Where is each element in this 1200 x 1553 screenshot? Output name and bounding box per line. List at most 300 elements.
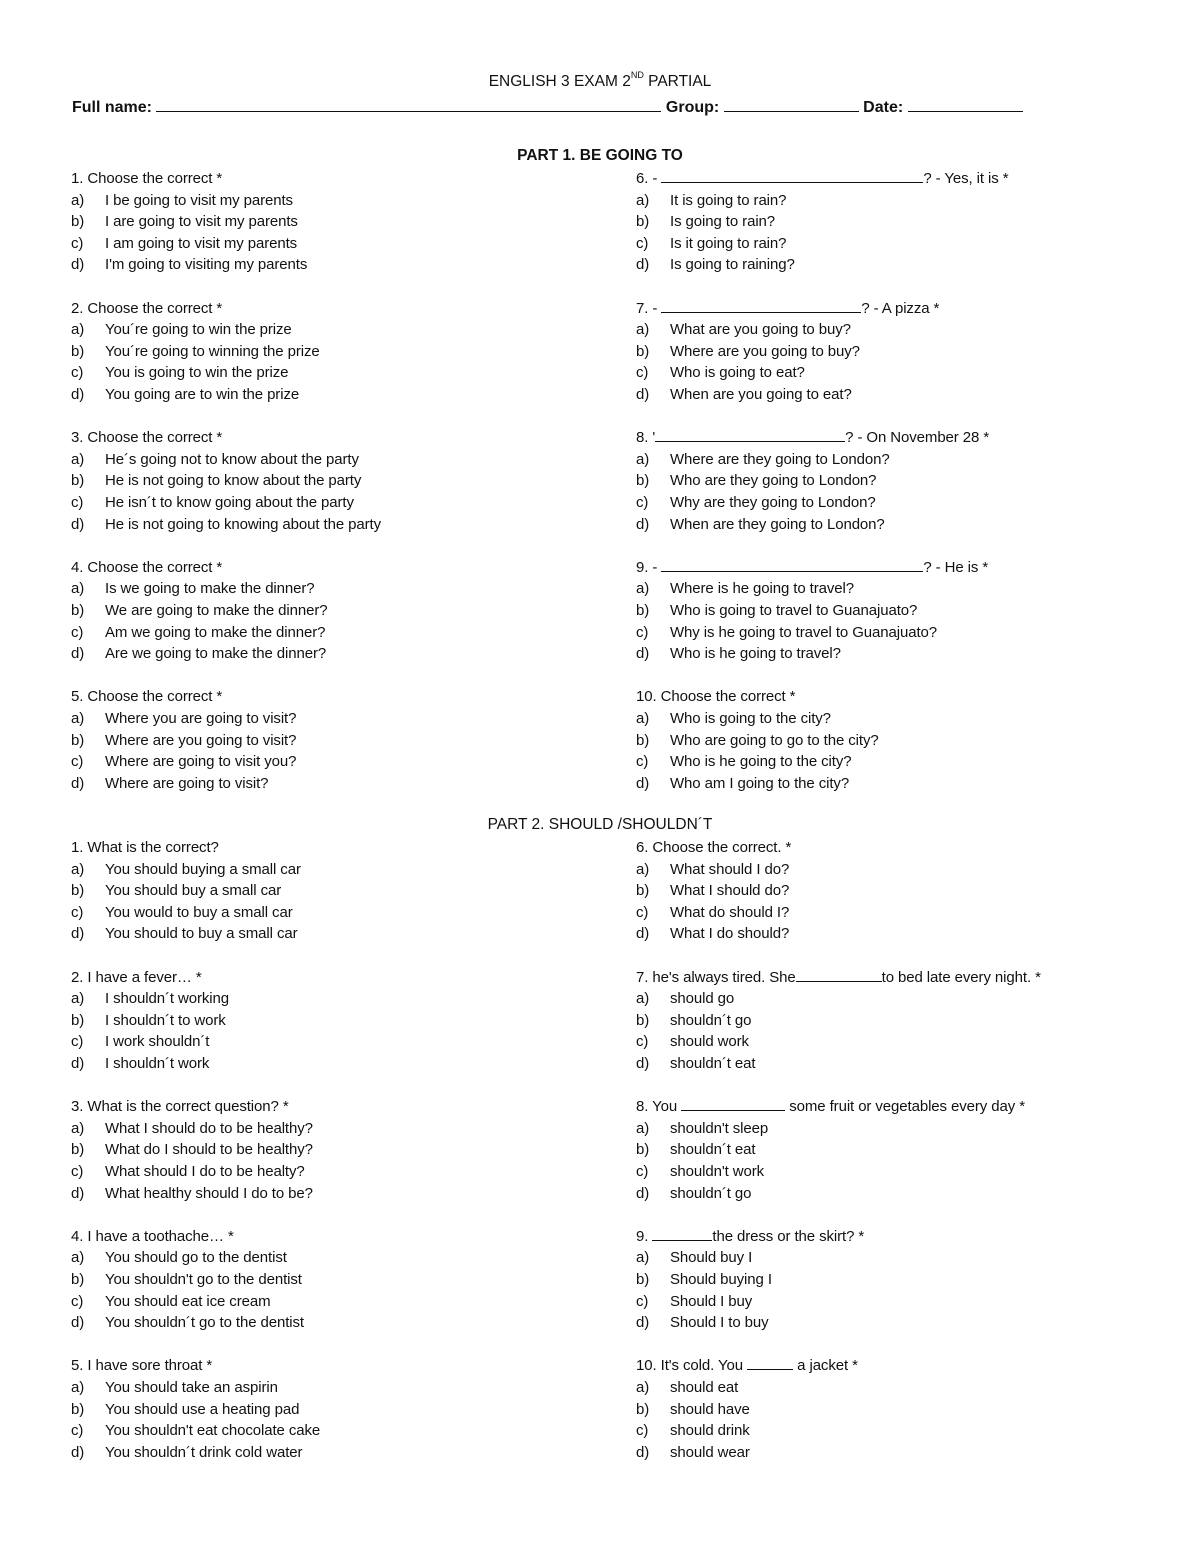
option-letter: c)	[636, 493, 649, 511]
option-text: should work	[670, 1033, 749, 1051]
option-letter: d)	[71, 1443, 85, 1461]
answer-option[interactable]	[636, 708, 1136, 730]
question-number: 8.	[636, 1098, 649, 1116]
answer-blank[interactable]	[652, 1227, 712, 1241]
answer-option[interactable]	[71, 1161, 571, 1183]
answer-option[interactable]	[71, 773, 571, 795]
option-letter: b)	[71, 1141, 85, 1159]
question-text	[71, 1226, 571, 1248]
option-text: Should I buy	[670, 1292, 753, 1310]
question	[71, 1096, 571, 1226]
question-text	[71, 686, 571, 708]
option-letter: d)	[71, 256, 85, 274]
option-letter: a)	[71, 321, 85, 339]
answer-option[interactable]	[71, 384, 571, 406]
question-number: 4.	[71, 558, 84, 576]
question	[636, 686, 1136, 816]
question	[636, 298, 1136, 428]
option-letter: a)	[636, 860, 650, 878]
option-text: You should take an aspirin	[105, 1378, 278, 1396]
option-letter: d)	[71, 645, 85, 663]
date-field[interactable]	[908, 97, 1023, 112]
option-text: Who is going to eat?	[670, 364, 805, 382]
option-text: shouldn´t go	[670, 1011, 752, 1029]
option-text: Where you are going to visit?	[105, 709, 297, 727]
option-letter: d)	[71, 1184, 85, 1202]
option-text: He is not going to knowing about the party	[105, 515, 381, 533]
option-text: You should to buy a small car	[105, 925, 298, 943]
answer-option[interactable]	[71, 1118, 571, 1140]
question-prompt: You	[652, 1098, 682, 1116]
question-prompt: -	[652, 170, 662, 187]
question-prompt-end: ? - He is *	[923, 558, 989, 576]
option-text: Who is going to the city?	[670, 709, 831, 727]
option-letter: b)	[71, 882, 85, 900]
question-prompt: Choose the correct *	[87, 299, 223, 317]
answer-option[interactable]	[71, 1031, 571, 1053]
answer-option[interactable]	[636, 622, 1136, 644]
answer-option[interactable]	[636, 1010, 1136, 1032]
question-prompt: -	[652, 558, 662, 576]
question-prompt: '	[652, 429, 656, 447]
option-letter: d)	[636, 645, 650, 663]
option-letter: c)	[71, 1033, 84, 1051]
option-letter: c)	[71, 753, 84, 771]
answer-option[interactable]	[636, 1442, 1136, 1464]
option-text: When are they going to London?	[670, 515, 885, 533]
option-letter: a)	[71, 860, 85, 878]
part1-left-column	[71, 168, 571, 816]
question-text	[71, 1096, 571, 1118]
option-text: Should buy I	[670, 1249, 753, 1267]
option-text: What I should do to be healthy?	[105, 1119, 313, 1137]
question-text	[636, 1096, 1136, 1118]
question-prompt: What is the correct question? *	[87, 1098, 289, 1116]
option-letter: d)	[636, 256, 650, 274]
answer-option[interactable]	[636, 211, 1136, 233]
answer-option[interactable]	[71, 988, 571, 1010]
option-letter: c)	[71, 1422, 84, 1440]
answer-option[interactable]	[636, 859, 1136, 881]
answer-option[interactable]	[636, 600, 1136, 622]
option-text: He´s going not to know about the party	[105, 450, 359, 468]
option-text: Why are they going to London?	[670, 493, 876, 511]
answer-option[interactable]	[71, 1399, 571, 1421]
answer-blank[interactable]	[747, 1356, 793, 1370]
option-text: You going are to win the prize	[105, 385, 300, 403]
answer-option[interactable]	[636, 730, 1136, 752]
answer-option[interactable]	[71, 492, 571, 514]
answer-option[interactable]	[636, 1247, 1136, 1269]
question-prompt: Choose the correct *	[87, 688, 223, 706]
option-letter: c)	[71, 364, 84, 382]
option-text: You´re going to win the prize	[105, 321, 292, 339]
option-letter: d)	[636, 515, 650, 533]
option-text: I'm going to visiting my parents	[105, 256, 308, 274]
option-text: You should buying a small car	[105, 860, 301, 878]
question-prompt: he's always tired. She	[652, 968, 796, 986]
answer-option[interactable]	[636, 1118, 1136, 1140]
option-letter: b)	[71, 1400, 85, 1418]
option-text: shouldn´t eat	[670, 1054, 756, 1072]
option-letter: a)	[636, 1378, 650, 1396]
question-text	[71, 298, 571, 320]
answer-option[interactable]	[71, 470, 571, 492]
question-prompt: It's cold. You	[660, 1357, 748, 1375]
option-letter: c)	[636, 234, 649, 252]
answer-blank[interactable]	[681, 1097, 785, 1111]
answer-option[interactable]	[71, 514, 571, 536]
option-text: should wear	[670, 1443, 750, 1461]
option-text: I be going to visit my parents	[105, 191, 293, 209]
option-letter: a)	[636, 321, 650, 339]
title-text: ENGLISH 3 EXAM 2	[488, 73, 631, 90]
question-number: 7.	[636, 968, 649, 986]
question-prompt: Choose the correct *	[87, 429, 223, 447]
answer-option[interactable]	[636, 1183, 1136, 1205]
option-letter: d)	[636, 774, 650, 792]
question-prompt-end: a jacket *	[793, 1357, 858, 1375]
option-letter: b)	[636, 601, 650, 619]
answer-option[interactable]	[636, 492, 1136, 514]
option-letter: b)	[71, 1270, 85, 1288]
answer-option[interactable]	[636, 578, 1136, 600]
answer-option[interactable]	[71, 578, 571, 600]
answer-blank[interactable]	[661, 169, 923, 183]
option-letter: a)	[636, 191, 650, 209]
question	[71, 837, 571, 967]
question-text	[71, 967, 571, 989]
option-letter: c)	[636, 753, 649, 771]
question	[636, 1355, 1136, 1485]
answer-option[interactable]	[636, 190, 1136, 212]
option-text: What do should I?	[670, 903, 790, 921]
answer-option[interactable]	[636, 1031, 1136, 1053]
option-text: Is it going to rain?	[670, 234, 787, 252]
option-text: Is going to rain?	[670, 213, 776, 231]
option-letter: b)	[636, 1011, 650, 1029]
question	[636, 1096, 1136, 1226]
option-text: Is going to raining?	[670, 256, 795, 274]
answer-option[interactable]	[71, 190, 571, 212]
answer-option[interactable]	[71, 859, 571, 881]
option-text: Should buying I	[670, 1270, 772, 1288]
question-text	[636, 557, 1136, 579]
option-letter: b)	[636, 1270, 650, 1288]
question	[71, 1226, 571, 1356]
option-letter: b)	[71, 601, 85, 619]
answer-option[interactable]	[71, 1269, 571, 1291]
question	[636, 427, 1136, 557]
question-prompt-end: ? - On November 28 *	[845, 429, 990, 447]
option-letter: d)	[71, 385, 85, 403]
question-text	[71, 427, 571, 449]
option-text: What should I do to be healty?	[105, 1162, 305, 1180]
option-letter: a)	[71, 450, 85, 468]
question-prompt: Choose the correct *	[87, 170, 223, 187]
option-letter: c)	[71, 1292, 84, 1310]
question-prompt: Choose the correct *	[660, 688, 796, 706]
part1-right-column	[636, 168, 1136, 816]
option-text: He is not going to know about the party	[105, 472, 362, 490]
answer-option[interactable]	[71, 708, 571, 730]
option-letter: a)	[71, 191, 85, 209]
option-text: I shouldn´t work	[105, 1054, 210, 1072]
answer-option[interactable]	[71, 600, 571, 622]
option-text: Who is he going to travel?	[670, 645, 841, 663]
answer-option[interactable]	[71, 1420, 571, 1442]
option-letter: d)	[71, 1314, 85, 1332]
answer-option[interactable]	[71, 233, 571, 255]
option-letter: b)	[71, 213, 85, 231]
answer-option[interactable]	[71, 751, 571, 773]
option-letter: b)	[71, 342, 85, 360]
answer-option[interactable]	[636, 384, 1136, 406]
option-text: You shouldn´t drink cold water	[105, 1443, 303, 1461]
option-letter: d)	[636, 1184, 650, 1202]
answer-option[interactable]	[636, 1139, 1136, 1161]
answer-option[interactable]	[636, 362, 1136, 384]
option-text: I shouldn´t to work	[105, 1011, 226, 1029]
option-text: I work shouldn´t	[105, 1033, 210, 1051]
option-text: Where are they going to London?	[670, 450, 890, 468]
option-text: shouldn´t go	[670, 1184, 752, 1202]
option-text: You shouldn´t go to the dentist	[105, 1314, 304, 1332]
question-text	[636, 1226, 1136, 1248]
question-text	[71, 837, 571, 859]
answer-option[interactable]	[71, 341, 571, 363]
option-text: I am going to visit my parents	[105, 234, 298, 252]
question-number: 2.	[71, 299, 84, 317]
answer-option[interactable]	[71, 319, 571, 341]
option-text: It is going to rain?	[670, 191, 787, 209]
answer-option[interactable]	[636, 514, 1136, 536]
answer-option[interactable]	[636, 988, 1136, 1010]
part2-right-column	[636, 837, 1136, 1485]
option-letter: b)	[636, 342, 650, 360]
part2-left-column	[71, 837, 571, 1485]
option-text: should eat	[670, 1378, 739, 1396]
option-letter: c)	[71, 1162, 84, 1180]
option-text: Who is going to travel to Guanajuato?	[670, 601, 918, 619]
option-letter: c)	[636, 1292, 649, 1310]
answer-option[interactable]	[636, 341, 1136, 363]
answer-option[interactable]	[636, 643, 1136, 665]
question-number: 4.	[71, 1227, 84, 1245]
answer-option[interactable]	[71, 1377, 571, 1399]
answer-option[interactable]	[636, 1291, 1136, 1313]
question-number: 2.	[71, 968, 84, 986]
option-letter: c)	[636, 903, 649, 921]
question-number: 5.	[71, 688, 84, 706]
option-letter: b)	[71, 1011, 85, 1029]
option-text: Is we going to make the dinner?	[105, 580, 315, 598]
answer-option[interactable]	[636, 773, 1136, 795]
option-letter: b)	[636, 882, 650, 900]
option-letter: b)	[636, 1400, 650, 1418]
answer-option[interactable]	[71, 211, 571, 233]
answer-option[interactable]	[636, 751, 1136, 773]
option-text: shouldn't sleep	[670, 1119, 769, 1137]
option-text: Who are they going to London?	[670, 472, 877, 490]
option-letter: d)	[71, 515, 85, 533]
question	[71, 298, 571, 428]
question	[71, 686, 571, 816]
option-letter: d)	[636, 1314, 650, 1332]
answer-blank[interactable]	[661, 558, 923, 572]
title-superscript: ND	[630, 69, 644, 80]
question-prompt-end: to bed late every night. *	[881, 968, 1041, 986]
answer-option[interactable]	[636, 923, 1136, 945]
question-text	[71, 1355, 571, 1377]
option-letter: d)	[636, 1443, 650, 1461]
option-text: You should eat ice cream	[105, 1292, 271, 1310]
answer-option[interactable]	[636, 449, 1136, 471]
question-prompt: Choose the correct. *	[652, 839, 792, 856]
option-letter: a)	[636, 450, 650, 468]
answer-option[interactable]	[71, 902, 571, 924]
answer-option[interactable]	[71, 1247, 571, 1269]
answer-option[interactable]	[636, 880, 1136, 902]
answer-option[interactable]	[71, 1183, 571, 1205]
question-number: 6.	[636, 170, 649, 187]
answer-blank[interactable]	[655, 428, 845, 442]
question-number: 1.	[71, 170, 84, 187]
answer-option[interactable]	[71, 622, 571, 644]
option-text: Why is he going to travel to Guanajuato?	[670, 623, 937, 641]
option-letter: b)	[71, 731, 85, 749]
question-prompt: Choose the correct *	[87, 558, 223, 576]
part1-heading: PART 1. BE GOING TO	[517, 147, 683, 164]
question-number: 6.	[636, 839, 649, 856]
answer-option[interactable]	[636, 1053, 1136, 1075]
question-prompt-end: the dress or the skirt? *	[712, 1227, 865, 1245]
option-text: What I should do?	[670, 882, 790, 900]
question-text	[636, 1355, 1136, 1377]
answer-option[interactable]	[71, 1010, 571, 1032]
option-text: should have	[670, 1400, 750, 1418]
answer-blank[interactable]	[661, 299, 861, 313]
question-number: 9.	[636, 558, 649, 576]
option-text: should go	[670, 990, 735, 1008]
option-letter: c)	[71, 903, 84, 921]
question-number: 9.	[636, 1227, 649, 1245]
answer-blank[interactable]	[796, 968, 882, 982]
question-text	[636, 967, 1136, 989]
answer-option[interactable]	[71, 730, 571, 752]
answer-option[interactable]	[636, 1161, 1136, 1183]
option-text: You should use a heating pad	[105, 1400, 300, 1418]
option-text: What do I should to be healthy?	[105, 1141, 313, 1159]
answer-option[interactable]	[636, 470, 1136, 492]
option-letter: a)	[71, 709, 85, 727]
option-letter: c)	[636, 623, 649, 641]
option-text: shouldn´t eat	[670, 1141, 756, 1159]
answer-option[interactable]	[636, 1399, 1136, 1421]
question-number: 7.	[636, 299, 649, 317]
answer-option[interactable]	[636, 254, 1136, 276]
full-name-field[interactable]	[156, 97, 661, 112]
option-letter: a)	[71, 1378, 85, 1396]
question-prompt: I have sore throat *	[87, 1357, 213, 1375]
answer-option[interactable]	[71, 254, 571, 276]
answer-option[interactable]	[636, 233, 1136, 255]
answer-option[interactable]	[636, 902, 1136, 924]
question	[636, 557, 1136, 687]
full-name-label: Full name:	[72, 99, 153, 116]
question-text	[71, 168, 571, 190]
option-text: What are you going to buy?	[670, 321, 851, 339]
option-text: Who am I going to the city?	[670, 774, 850, 792]
option-letter: a)	[71, 1119, 85, 1137]
question-prompt: I have a toothache… *	[87, 1227, 234, 1245]
option-letter: c)	[636, 1033, 649, 1051]
option-letter: b)	[636, 1141, 650, 1159]
answer-option[interactable]	[636, 1377, 1136, 1399]
answer-option[interactable]	[71, 1139, 571, 1161]
group-field[interactable]	[724, 97, 859, 112]
question	[71, 557, 571, 687]
option-text: I shouldn´t working	[105, 990, 229, 1008]
answer-option[interactable]	[636, 1312, 1136, 1334]
answer-option[interactable]	[71, 1053, 571, 1075]
option-letter: b)	[71, 472, 85, 490]
option-text: Should I to buy	[670, 1314, 769, 1332]
answer-option[interactable]	[71, 880, 571, 902]
answer-option[interactable]	[636, 1420, 1136, 1442]
option-text: You shouldn't eat chocolate cake	[105, 1422, 321, 1440]
question-prompt-end: some fruit or vegetables every day *	[785, 1098, 1025, 1116]
option-letter: a)	[636, 580, 650, 598]
option-text: Where is he going to travel?	[670, 580, 854, 598]
question-number: 3.	[71, 1098, 84, 1116]
question-number: 1.	[71, 839, 84, 856]
answer-option[interactable]	[71, 449, 571, 471]
question-number: 10.	[636, 688, 657, 706]
option-letter: a)	[71, 990, 85, 1008]
answer-option[interactable]	[636, 319, 1136, 341]
question-text	[71, 557, 571, 579]
title-suffix: PARTIAL	[643, 73, 712, 90]
option-letter: c)	[636, 1162, 649, 1180]
answer-option[interactable]	[71, 362, 571, 384]
student-info-line	[72, 97, 1072, 119]
answer-option[interactable]	[636, 1269, 1136, 1291]
option-text: When are you going to eat?	[670, 385, 852, 403]
question-prompt: -	[652, 299, 662, 317]
date-label: Date:	[863, 99, 904, 116]
option-text: You´re going to winning the prize	[105, 342, 320, 360]
answer-option[interactable]	[71, 1442, 571, 1464]
answer-option[interactable]	[71, 643, 571, 665]
question	[71, 427, 571, 557]
answer-option[interactable]	[71, 1312, 571, 1334]
option-letter: c)	[71, 234, 84, 252]
option-letter: c)	[636, 364, 649, 382]
answer-option[interactable]	[71, 923, 571, 945]
option-letter: b)	[636, 472, 650, 490]
answer-option[interactable]	[71, 1291, 571, 1313]
option-text: Who are going to go to the city?	[670, 731, 879, 749]
question-text	[636, 837, 1136, 859]
option-letter: d)	[636, 385, 650, 403]
question	[636, 837, 1136, 967]
option-text: We are going to make the dinner?	[105, 601, 328, 619]
question-text	[636, 168, 1136, 190]
question-number: 10.	[636, 1357, 657, 1375]
option-text: What healthy should I do to be?	[105, 1184, 313, 1202]
option-letter: d)	[71, 774, 85, 792]
